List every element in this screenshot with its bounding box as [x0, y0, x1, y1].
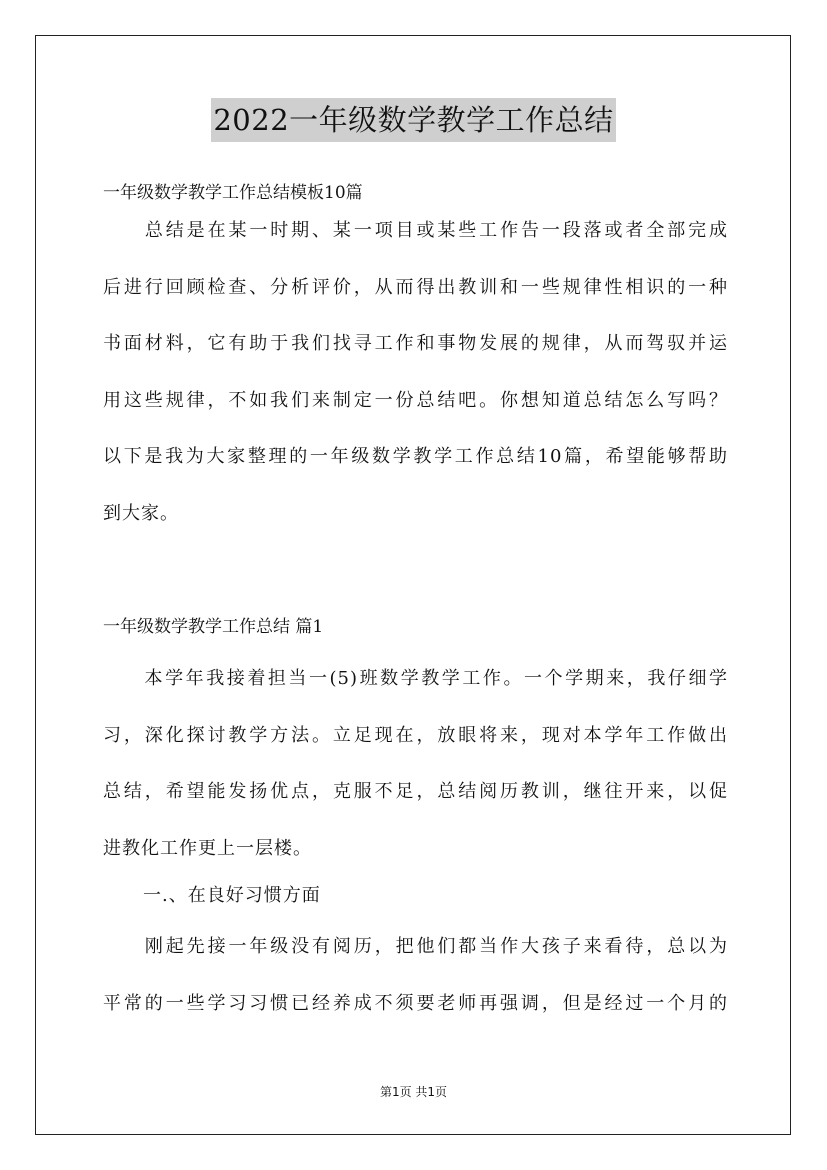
intro-line: 总结是在某一时期、某一项目或某些工作告一段落或者全部完成 [143, 220, 728, 241]
section-heading: 一年级数学教学工作总结 篇1 [103, 617, 324, 637]
section-line: 进教化工作更上一层楼。 [103, 837, 312, 859]
section-line: 本学年我接着担当一(5)班数学教学工作。一个学期来，我仔细学 [143, 668, 728, 689]
intro-paragraph [103, 203, 728, 542]
item-line: 刚起先接一年级没有阅历，把他们都当作大孩子来看待，总以为 [143, 936, 728, 957]
intro-line: 后进行回顾检查、分析评价，从而得出教训和一些规律性相识的一种 [103, 276, 728, 298]
item-paragraph [103, 919, 728, 1032]
intro-line: 用这些规律，不如我们来制定一份总结吧。你想知道总结怎么写吗？ [103, 389, 728, 411]
item-line: 平常的一些学习习惯已经养成不须要老师再强调，但是经过一个月的 [103, 992, 728, 1014]
section-line: 习，深化探讨教学方法。立足现在，放眼将来，现对本学年工作做出 [103, 724, 728, 746]
intro-line: 到大家。 [103, 502, 179, 524]
document-title: 2022一年级数学教学工作总结 [211, 98, 615, 142]
page-footer: 第1页 共1页 [379, 1085, 448, 1099]
intro-line: 书面材料，它有助于我们找寻工作和事物发展的规律，从而驾驭并运 [103, 333, 728, 354]
section-line: 总结，希望能发扬优点，克服不足，总结阅历教训，继往开来，以促 [103, 781, 728, 802]
intro-line: 以下是我为大家整理的一年级数学教学工作总结10篇，希望能够帮助 [103, 446, 728, 467]
document-subtitle: 一年级数学教学工作总结模板10篇 [103, 183, 363, 203]
item-heading: 一.、在良好习惯方面 [143, 885, 321, 906]
title-container [0, 98, 827, 142]
section-paragraph [103, 651, 728, 877]
